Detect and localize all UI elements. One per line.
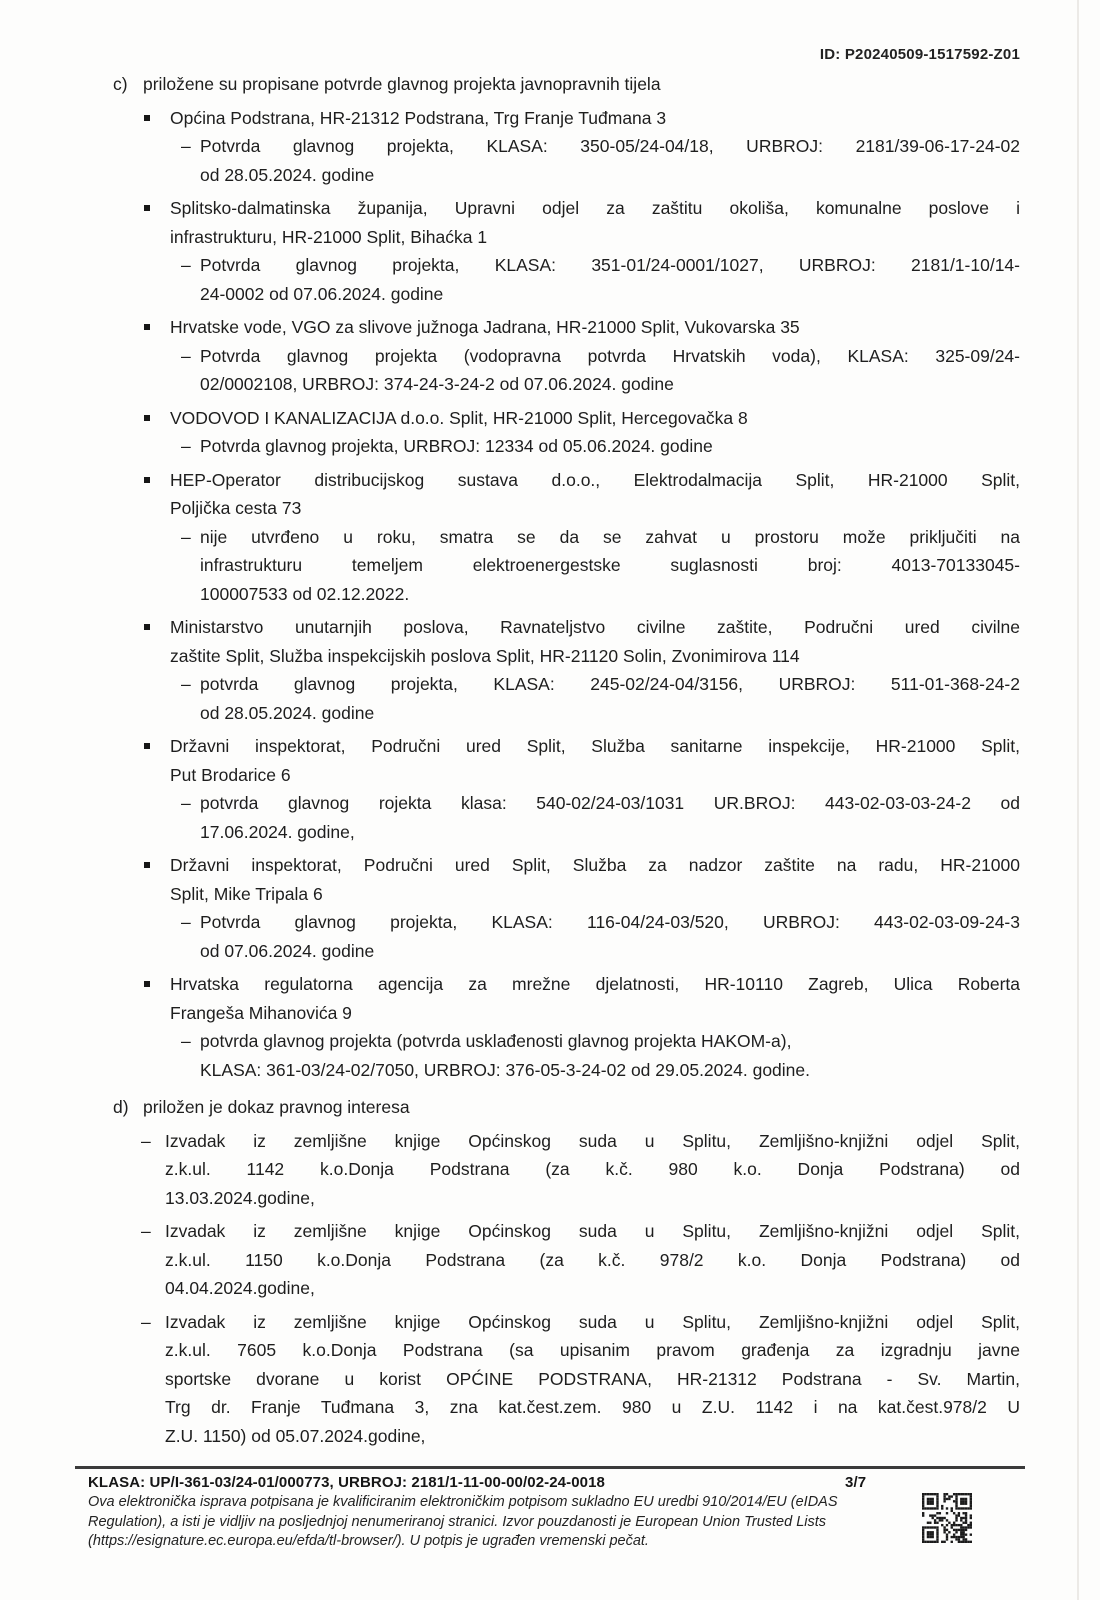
text-line: 04.04.2024.godine, xyxy=(165,1278,315,1298)
org-lines xyxy=(170,104,1020,133)
text-line: HEP-Operator distribucijskog sustava d.o.o., Elektrodalmacija Split, HR-21000 Split, xyxy=(170,469,1020,490)
page-number: 3/7 xyxy=(845,1474,867,1491)
org-lines xyxy=(170,466,1020,523)
square-bullet-icon xyxy=(144,477,150,483)
bullet-item xyxy=(113,466,1020,609)
text-line: Potvrda glavnog projekta, KLASA: 116-04/24-03/520, URBROJ: 443-02-03-09-24-3 xyxy=(200,912,1020,932)
text-line: Poljička cesta 73 xyxy=(170,498,302,518)
note-lines xyxy=(200,342,1020,399)
dash-icon: – xyxy=(181,793,191,813)
bullet-item xyxy=(113,404,1020,461)
note-lines xyxy=(200,670,1020,727)
text-line: Potvrda glavnog projekta, KLASA: 350-05/24-04/18, URBROJ: 2181/39-06-17-24-02 xyxy=(200,136,1020,156)
text-line: infrastrukturu, HR-21000 Split, Bihaćka 1 xyxy=(170,226,488,247)
dash-icon: – xyxy=(141,1311,151,1332)
text-line: Državni inspektorat, Područni ured Split, Služba sanitarne inspekcije, HR-21000 Split, xyxy=(170,736,1020,756)
text-line: nije utvrđeno u roku, smatra se da se zahvat u prostoru može priključiti na xyxy=(200,526,1020,547)
text-line: Splitsko-dalmatinska županija, Upravni odjel za zaštitu okoliša, komunalne poslove i xyxy=(170,198,1020,218)
dash-icon: – xyxy=(181,436,191,456)
bullet-item xyxy=(113,732,1020,846)
text-line: KLASA: 361-03/24-02/7050, URBROJ: 376-05-3-24-02 od 29.05.2024. godine. xyxy=(200,1059,810,1080)
note-item xyxy=(170,908,1020,965)
d-item-lines xyxy=(165,1308,1020,1451)
dash-icon: – xyxy=(181,1031,191,1051)
note-lines xyxy=(200,523,1020,609)
note-lines xyxy=(200,789,1020,846)
note-lines xyxy=(200,908,1020,965)
note-lines xyxy=(200,132,1020,189)
note-item xyxy=(170,789,1020,846)
text-line: Frangeša Mihanovića 9 xyxy=(170,1002,352,1023)
text-line: Hrvatska regulatorna agencija za mrežne djelatnosti, HR-10110 Zagreb, Ulica Roberta xyxy=(170,974,1020,994)
text-line: Trg dr. Franje Tuđmana 3, zna kat.čest.zem. 980 u Z.U. 1142 i na kat.čest.978/2 U xyxy=(165,1397,1020,1417)
text-line: Z.U. 1150) od 05.07.2024.godine, xyxy=(165,1425,426,1446)
text-line: od 07.06.2024. godine xyxy=(200,940,375,961)
dash-icon: – xyxy=(181,136,191,156)
square-bullet-icon xyxy=(144,205,150,211)
text-line: Split, Mike Tripala 6 xyxy=(170,883,323,904)
document-id: ID: P20240509-1517592-Z01 xyxy=(819,46,1020,63)
org-lines xyxy=(170,194,1020,251)
document-body xyxy=(113,70,1020,1450)
bullet-item xyxy=(113,194,1020,308)
dash-icon: – xyxy=(141,1130,151,1151)
square-bullet-icon xyxy=(144,743,150,749)
note-item xyxy=(170,670,1020,727)
note-lines xyxy=(200,432,1020,461)
section-c-heading xyxy=(113,70,1020,99)
org-lines xyxy=(170,613,1020,670)
section-d-items xyxy=(113,1127,1020,1451)
section-c-title: priložene su propisane potvrde glavnog projekta javnopravnih tijela xyxy=(143,74,661,94)
text-line: potvrda glavnog projekta (potvrda usklađenosti glavnog projekta HAKOM-a), xyxy=(200,1031,792,1051)
org-lines xyxy=(170,313,1020,342)
square-bullet-icon xyxy=(144,415,150,421)
section-d-label: d) xyxy=(113,1097,129,1117)
text-line: 17.06.2024. godine, xyxy=(200,821,355,842)
text-line: VODOVOD I KANALIZACIJA d.o.o. Split, HR-21000 Split, Hercegovačka 8 xyxy=(170,407,748,428)
d-item-lines xyxy=(165,1217,1020,1303)
bullet-item xyxy=(113,970,1020,1084)
text-line: Ministarstvo unutarnjih poslova, Ravnateljstvo civilne zaštite, Područni ured civilne xyxy=(170,617,1020,637)
bullet-item xyxy=(113,313,1020,399)
dash-icon: – xyxy=(181,345,191,366)
note-item xyxy=(170,342,1020,399)
text-line: 100007533 od 02.12.2022. xyxy=(200,583,410,604)
d-item-lines xyxy=(165,1127,1020,1213)
text-line: Izvadak iz zemljišne knjige Općinskog suda u Splitu, Zemljišno-knjižni odjel Split, xyxy=(165,1130,1020,1151)
qr-code xyxy=(922,1493,972,1543)
note-item xyxy=(170,432,1020,461)
text-line: Općina Podstrana, HR-21312 Podstrana, Trg Franje Tuđmana 3 xyxy=(170,107,667,128)
scan-edge-artifact xyxy=(1077,0,1079,1600)
section-d-title: priložen je dokaz pravnog interesa xyxy=(143,1097,410,1117)
text-line: z.k.ul. 1150 k.o.Donja Podstrana (za k.č. 978/2 k.o. Donja Podstrana) od xyxy=(165,1249,1020,1270)
note-lines xyxy=(200,1027,1020,1084)
note-item xyxy=(170,251,1020,308)
text-line: Potvrda glavnog projekta, KLASA: 351-01/24-0001/1027, URBROJ: 2181/1-10/14- xyxy=(200,255,1020,275)
text-line: 13.03.2024.godine, xyxy=(165,1187,315,1208)
dash-icon: – xyxy=(181,526,191,547)
text-line: 24-0002 od 07.06.2024. godine xyxy=(200,283,444,304)
square-bullet-icon xyxy=(144,115,150,121)
text-line: Potvrda glavnog projekta (vodopravna potvrda Hrvatskih voda), KLASA: 325-09/24- xyxy=(200,345,1020,366)
dash-icon: – xyxy=(141,1221,151,1241)
text-line: Državni inspektorat, Područni ured Split, Služba za nadzor zaštite na radu, HR-21000 xyxy=(170,855,1020,875)
dash-icon: – xyxy=(181,674,191,694)
bullet-item xyxy=(113,104,1020,190)
text-line: z.k.ul. 1142 k.o.Donja Podstrana (za k.č. 980 k.o. Donja Podstrana) od xyxy=(165,1159,1020,1179)
dash-icon: – xyxy=(181,255,191,275)
footer-klasa-line xyxy=(75,1474,1025,1491)
klasa-urbroj-text: KLASA: UP/I-361-03/24-01/000773, URBROJ: 2181/1-11-00-00/02-24-0018 xyxy=(88,1474,605,1491)
text-line: zaštite Split, Služba inspekcijskih poslova Split, HR-21120 Solin, Zvonimirova 114 xyxy=(170,645,800,666)
text-line: od 28.05.2024. godine xyxy=(200,702,375,723)
text-line: 02/0002108, URBROJ: 374-24-3-24-2 od 07.06.2024. godine xyxy=(200,374,674,394)
note-item xyxy=(170,523,1020,609)
text-line: sportske dvorane u korist OPĆINE PODSTRANA, HR-21312 Podstrana - Sv. Martin, xyxy=(165,1368,1020,1389)
page-footer xyxy=(75,1466,1025,1552)
square-bullet-icon xyxy=(144,862,150,868)
text-line: potvrda glavnog projekta, KLASA: 245-02/24-04/3156, URBROJ: 511-01-368-24-2 xyxy=(200,674,1020,694)
text-line: Put Brodarice 6 xyxy=(170,764,291,785)
bullet-item xyxy=(113,613,1020,727)
text-line: Hrvatske vode, VGO za slivove južnoga Jadrana, HR-21000 Split, Vukovarska 35 xyxy=(170,317,800,337)
org-lines xyxy=(170,970,1020,1027)
text-line: infrastrukturu temeljem elektroenergestske suglasnosti broj: 4013-70133045- xyxy=(200,555,1020,575)
d-list-item xyxy=(113,1217,1020,1303)
org-lines xyxy=(170,851,1020,908)
org-lines xyxy=(170,404,1020,433)
section-d-heading xyxy=(113,1093,1020,1122)
bullet-item xyxy=(113,851,1020,965)
d-list-item xyxy=(113,1308,1020,1451)
square-bullet-icon xyxy=(144,324,150,330)
text-line: od 28.05.2024. godine xyxy=(200,164,375,185)
d-list-item xyxy=(113,1127,1020,1213)
text-line: potvrda glavnog rojekta klasa: 540-02/24-03/1031 UR.BROJ: 443-02-03-03-24-2 od xyxy=(200,793,1020,813)
section-c xyxy=(113,70,1020,1084)
text-line: z.k.ul. 7605 k.o.Donja Podstrana (sa upisanim pravom građenja za izgradnju javne xyxy=(165,1340,1020,1360)
square-bullet-icon xyxy=(144,981,150,987)
footer-legal-text: Ova elektronička isprava potpisana je kvalificiranim elektroničkim potpisom sukladno EU uredbi 910/2014/EU (eIDAS Regulation), a isti je vidljiv na posljednjoj nenumeriranoj stranici. Izvor pouzdanosti je European Union Trusted Lists (https://esignature.ec.europa.eu/efda/tl-browser/). U potpis je ugrađen vremenski pečat. xyxy=(88,1494,838,1549)
section-c-items xyxy=(113,104,1020,1085)
dash-icon: – xyxy=(181,912,191,932)
note-item xyxy=(170,132,1020,189)
section-d xyxy=(113,1093,1020,1450)
note-lines xyxy=(200,251,1020,308)
text-line: Izvadak iz zemljišne knjige Općinskog suda u Splitu, Zemljišno-knjižni odjel Split, xyxy=(165,1221,1020,1241)
section-c-label: c) xyxy=(113,74,128,94)
note-item xyxy=(170,1027,1020,1084)
text-line: Izvadak iz zemljišne knjige Općinskog suda u Splitu, Zemljišno-knjižni odjel Split, xyxy=(165,1311,1020,1332)
square-bullet-icon xyxy=(144,624,150,630)
text-line: Potvrda glavnog projekta, URBROJ: 12334 od 05.06.2024. godine xyxy=(200,436,713,456)
org-lines xyxy=(170,732,1020,789)
